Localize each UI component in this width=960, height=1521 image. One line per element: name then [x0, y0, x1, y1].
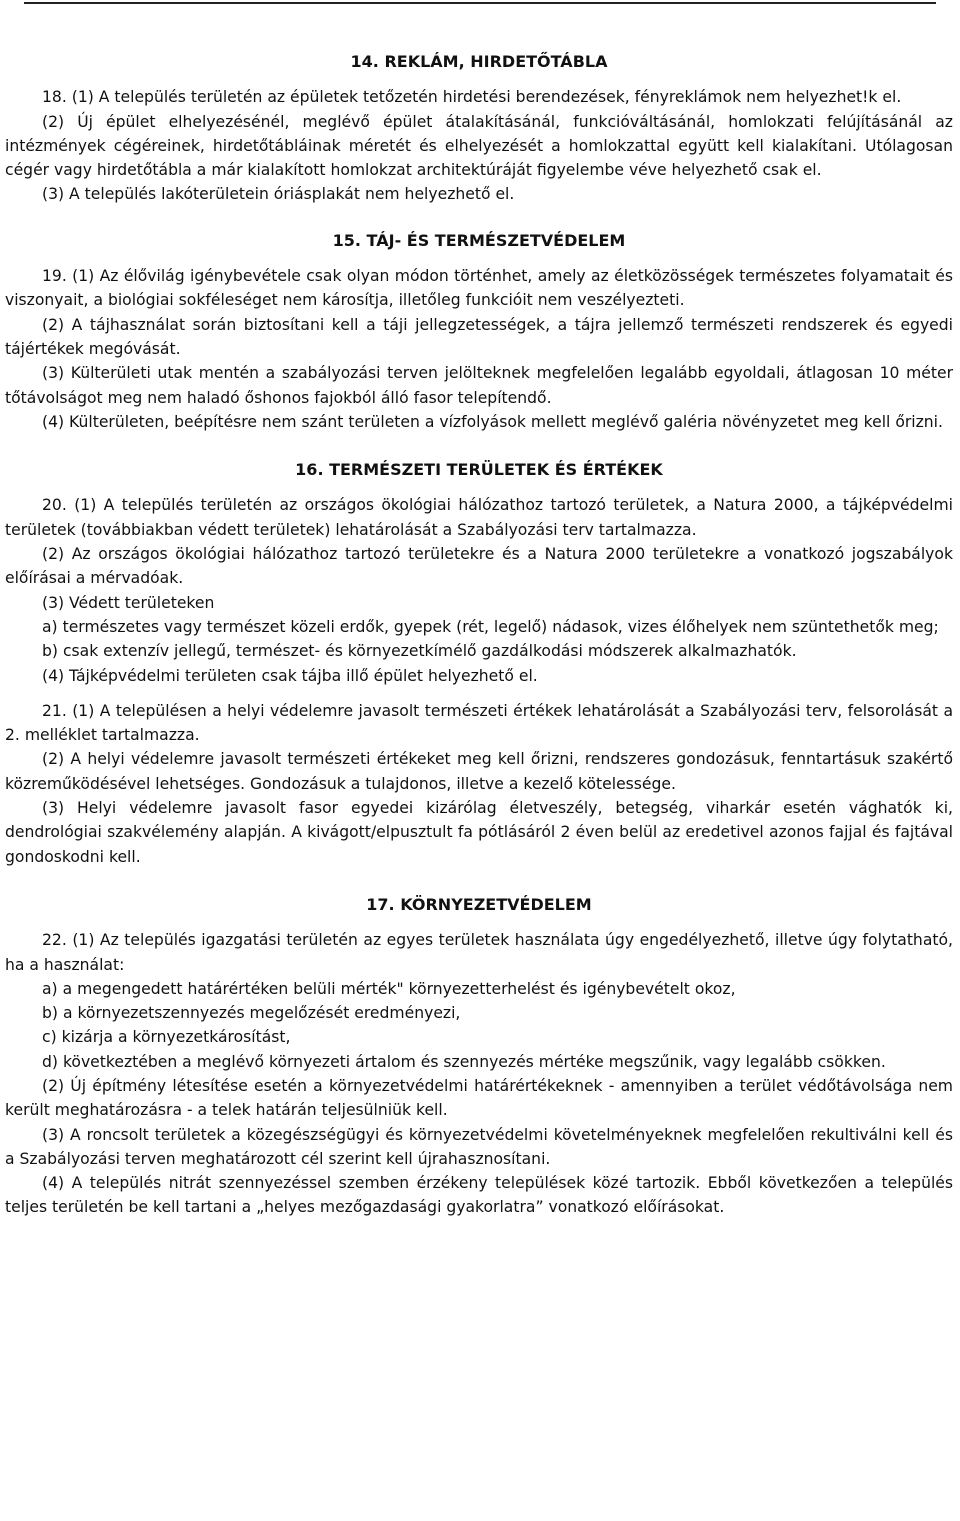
document-page	[5, 50, 953, 1220]
paragraph-21-2: (2) A helyi védelemre javasolt természeti értékeket meg kell őrizni, rendszeres gondozásuk, fenntartásuk szakértő közreműködésével lehetséges. Gondozásuk a tulajdonos, illetve a kezelő kötelessége.	[5, 750, 953, 793]
paragraph-19-4: (4) Külterületen, beépítésre nem szánt területen a vízfolyások mellett meglévő galéria növényzetet meg kell őrizni.	[42, 412, 943, 431]
paragraph-22-1-b: b) a környezetszennyezés megelőzését eredményezi,	[42, 1004, 461, 1023]
section-heading-reklam: 14. REKLÁM, HIRDETŐTÁBLA	[350, 52, 608, 71]
section-heading-termeszeti-teruletek: 16. TERMÉSZETI TERÜLETEK ÉS ÉRTÉKEK	[295, 460, 663, 480]
paragraph-21-3: (3) Helyi védelemre javasolt fasor egyedei kizárólag életveszély, betegség, viharkár esetén vághatók ki, dendrológiai szakvélemény alapján. A kivágott/elpusztult fa pótlásáról 2 éven belül az eredetivel azonos fajjal és fajtával gondoskodni kell.	[5, 799, 953, 866]
paragraph-22-2: (2) Új építmény létesítése esetén a környezetvédelmi határértékeknek - amennyiben a terület védőtávolsága nem került meghatározásra - a telek határán teljesülniük kell.	[5, 1076, 953, 1120]
paragraph-20-3: (3) Védett területeken	[42, 593, 215, 612]
paragraph-22-4: (4) A település nitrát szennyezéssel szemben érzékeny települések közé tartozik. Ebből következően a település teljes területén be kell tartani a „helyes mezőgazdasági gyakorlatra” vonatkozó előírásokat.	[5, 1174, 953, 1217]
paragraph-20-3-a: a) természetes vagy természet közeli erdők, gyepek (rét, legelő) nádasok, vizes élőhelyek nem szüntethetők meg;	[42, 617, 939, 636]
paragraph-19-3: (3) Külterületi utak mentén a szabályozási terven jelölteknek megfelelően legalább egyoldali, átlagosan 10 méter tőtávolságot meg nem haladó őshonos fajokból álló fasor telepítendő.	[5, 364, 953, 407]
paragraph-20-2: (2) Az országos ökológiai hálózathoz tartozó területekre és a Natura 2000 területekre a vonatkozó jogszabályok előírásai a mérvadóak.	[5, 545, 953, 588]
paragraph-20-3-b: b) csak extenzív jellegű, természet- és környezetkímélő gazdálkodási módszerek alkalmazhatók.	[42, 642, 797, 661]
paragraph-18-3: (3) A település lakóterületein óriásplakát nem helyezhető el.	[42, 185, 515, 204]
section-heading-kornyezetvedelem: 17. KÖRNYEZETVÉDELEM	[366, 894, 592, 914]
top-rule	[24, 2, 936, 4]
paragraph-19-2: (2) A tájhasználat során biztosítani kell a táji jellegzetességek, a tájra jellemző természeti rendszerek és egyedi tájértékek megóvását.	[5, 315, 953, 358]
paragraph-22-1-a: a) a megengedett határértéken belüli mérték" környezetterhelést és igénybevételt okoz,	[42, 979, 736, 998]
paragraph-18-1: 18. (1) A település területén az épületek tetőzetén hirdetési berendezések, fényreklámok nem helyezhet!k el.	[42, 88, 902, 107]
paragraph-22-1-c: c) kizárja a környezetkárosítást,	[42, 1028, 291, 1047]
paragraph-21-1: 21. (1) A településen a helyi védelemre javasolt természeti értékek lehatárolását a Szabályozási terv, felsorolását a 2. melléklet tartalmazza.	[5, 701, 953, 745]
paragraph-20-4: (4) Tájképvédelmi területen csak tájba illő épület helyezhető el.	[42, 666, 538, 685]
paragraph-22-1: 22. (1) Az település igazgatási területén az egyes területek használata úgy engedélyezhető, illetve úgy folytatható, ha a használat:	[5, 931, 953, 974]
paragraph-22-3: (3) A roncsolt területek a közegészségügyi és környezetvédelmi követelményeknek megfelelően rekultiválni kell és a Szabályozási terven meghatározott cél szerint kell újrahasznosítani.	[5, 1125, 953, 1168]
paragraph-22-1-d: d) következtében a meglévő környezeti ártalom és szennyezés mértéke megszűnik, vagy legalább csökken.	[42, 1052, 886, 1071]
paragraph-18-2: (2) Új épület elhelyezésénél, meglévő épület átalakításánál, funkcióváltásánál, homlokzati felújításánál az intézmények cégéreinek, hirdetőtábláinak méretét és elhelyezését a homlokzattal együtt kell kialakítani. Utólagosan cégér vagy hirdetőtábla a már kialakított homlokzat architektúráját figyelembe véve helyezhető csak el.	[5, 112, 953, 180]
paragraph-20-1: 20. (1) A település területén az országos ökológiai hálózathoz tartozó területek, a Natura 2000, a tájképvédelmi területek (továbbiakban védett területek) lehatárolását a Szabályozási terv tartalmazza.	[5, 496, 953, 539]
section-heading-taj-termeszetvedelem: 15. TÁJ- ÉS TERMÉSZETVÉDELEM	[332, 230, 626, 250]
paragraph-19-1: 19. (1) Az élővilág igénybevétele csak olyan módon történhet, amely az életközösségek természetes folyamatait és viszonyait, a biológiai sokféleséget nem károsítja, illetőleg funkcióit nem veszélyezteti.	[5, 267, 953, 310]
